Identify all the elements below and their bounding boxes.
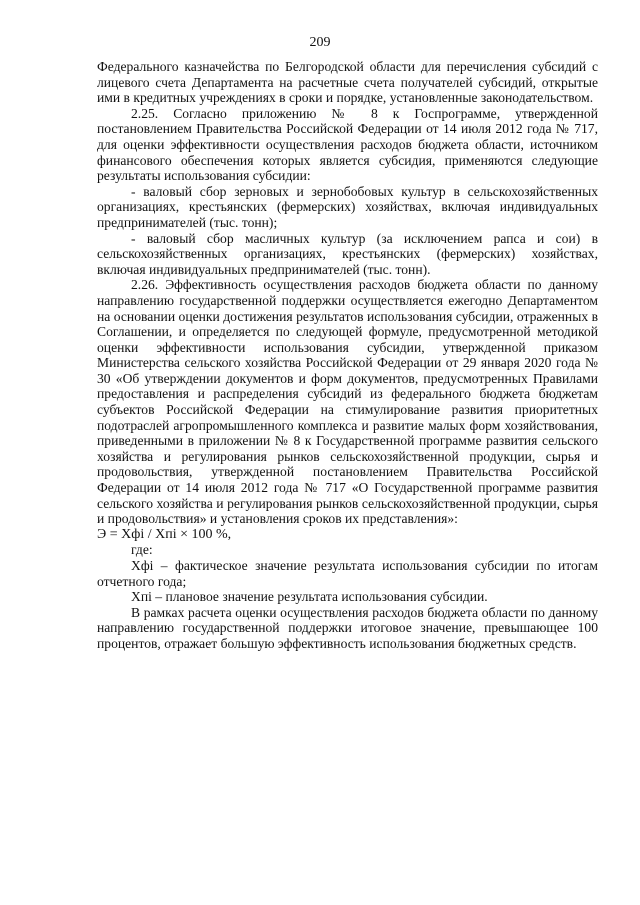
where-label: где: — [131, 542, 153, 558]
efficiency-formula: Э = Xфi / Xпi × 100 %, — [97, 526, 232, 542]
paragraph-2-26: 2.26. Эффективность осуществления расходов бюджета области по данному направлению государственной поддержки осуществляется ежегодно Департаментом на основании оценки достижения результатов использования субсидии, отраженных в Соглашении, и определяется по следующей формуле, предусмотренной методикой оценки эффективности использования субсидии, утвержденной приказом Министерства сельского хозяйства Российской Федерации от 29 января 2020 года № 30 «Об утверждении документов и форм документов, предусмотренных Правилами предоставления и распределения субсидий из федерального бюджета бюджетам субъектов Российской Федерации на стимулирование развития приоритетных подотраслей агропромышленного комплекса и развитие малых форм хозяйствования, приведенными в приложении № 8 к Государственной программе развития сельского хозяйства и регулирования рынков сельскохозяйственной продукции, сырья и продовольствия, утвержденной постановлением Правительства Российской Федерации от 14 июля 2012 года № 717 «О Государственной программе развития сельского хозяйства и регулирования рынков сельскохозяйственной продукции, сырья и продовольствия» и установления сроков их представления»: — [97, 277, 598, 527]
definition-planned: Xпi – плановое значение результата использования субсидии. — [131, 589, 488, 605]
definition-actual: Xфi – фактическое значение результата использования субсидии по итогам отчетного года; — [97, 558, 598, 589]
paragraph-continuation: Федерального казначейства по Белгородской области для перечисления субсидий с лицевого счета Департамента на расчетные счета получателей субсидий, открытые ими в кредитных учреждениях в сроки и порядке, установленные законодательством. — [97, 59, 598, 106]
paragraph-2-25: 2.25. Согласно приложению № 8 к Госпрограмме, утвержденной постановлением Правительства Российской Федерации от 14 июля 2012 года № 717, для оценки эффективности осуществления расходов бюджета области, источником финансового обеспечения которых является субсидия, применяются следующие результаты использования субсидии: — [97, 105, 598, 184]
list-item-grain: - валовый сбор зерновых и зернобобовых культур в сельскохозяйственных организациях, крестьянских (фермерских) хозяйствах, включая индивидуальных предпринимателей (тыс. тонн); — [97, 183, 598, 230]
paragraph-conclusion: В рамках расчета оценки осуществления расходов бюджета области по данному направлению государственной поддержки итоговое значение, превышающее 100 процентов, отражает большую эффективность использования бюджетных средств. — [97, 604, 598, 651]
page-number: 209 — [309, 35, 331, 50]
document-body — [97, 59, 598, 652]
list-item-oilseed: - валовый сбор масличных культур (за исключением рапса и сои) в сельскохозяйственных организациях, крестьянских (фермерских) хозяйствах, включая индивидуальных предпринимателей (тыс. тонн). — [97, 230, 598, 277]
